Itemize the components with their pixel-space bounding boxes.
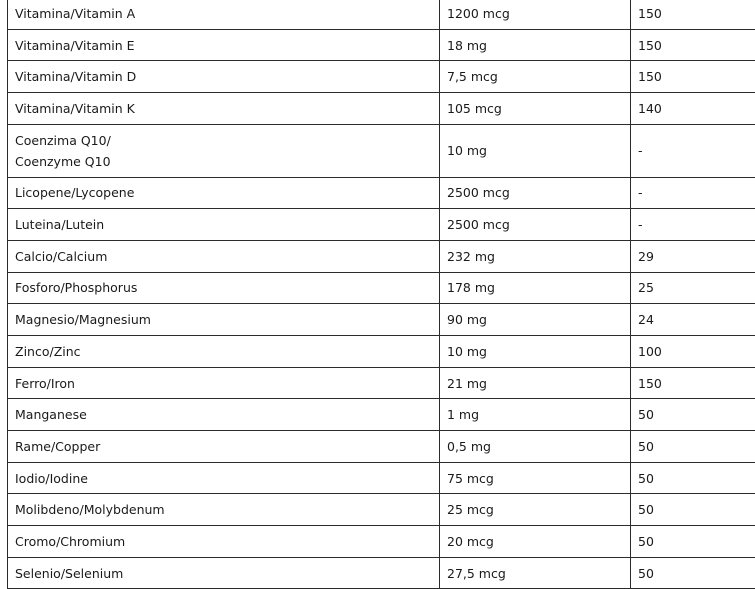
nutrient-name-cell: Cromo/Chromium	[8, 526, 440, 558]
percent-cell: 150	[631, 61, 755, 93]
nutrient-name-cell: Licopene/Lycopene	[8, 177, 440, 209]
table-row	[8, 124, 755, 177]
percent-cell: 140	[631, 93, 755, 125]
amount-cell: 90 mg	[440, 304, 631, 336]
percent-cell: -	[631, 124, 755, 177]
amount-cell: 1200 mcg	[440, 0, 631, 29]
percent-cell: 50	[631, 557, 755, 589]
table-row	[8, 0, 755, 29]
nutrient-name-cell: Vitamina/Vitamin K	[8, 93, 440, 125]
table-row	[8, 209, 755, 241]
table-row	[8, 526, 755, 558]
amount-cell: 232 mg	[440, 240, 631, 272]
nutrient-name-line: Coenzyme Q10	[15, 154, 111, 169]
amount-cell: 7,5 mcg	[440, 61, 631, 93]
amount-cell: 178 mg	[440, 272, 631, 304]
percent-cell: 50	[631, 462, 755, 494]
amount-cell: 10 mg	[440, 335, 631, 367]
table-row	[8, 240, 755, 272]
nutrition-table-container	[7, 0, 755, 589]
percent-cell: 25	[631, 272, 755, 304]
table-row	[8, 272, 755, 304]
nutrient-name-cell: Manganese	[8, 399, 440, 431]
percent-cell: 150	[631, 0, 755, 29]
table-row	[8, 367, 755, 399]
percent-cell: 150	[631, 367, 755, 399]
amount-cell: 27,5 mcg	[440, 557, 631, 589]
nutrient-name-line: Coenzima Q10/	[15, 133, 111, 148]
nutrient-name-cell: Calcio/Calcium	[8, 240, 440, 272]
amount-cell: 10 mg	[440, 124, 631, 177]
table-row	[8, 93, 755, 125]
nutrient-name-cell	[8, 124, 440, 177]
percent-cell: 50	[631, 494, 755, 526]
nutrition-table	[7, 0, 755, 589]
percent-cell: 29	[631, 240, 755, 272]
amount-cell: 2500 mcg	[440, 177, 631, 209]
table-row	[8, 399, 755, 431]
table-row	[8, 61, 755, 93]
percent-cell: -	[631, 209, 755, 241]
percent-cell: 24	[631, 304, 755, 336]
table-row	[8, 431, 755, 463]
nutrient-name-cell: Vitamina/Vitamin D	[8, 61, 440, 93]
table-row	[8, 494, 755, 526]
amount-cell: 20 mcg	[440, 526, 631, 558]
percent-cell: -	[631, 177, 755, 209]
percent-cell: 50	[631, 399, 755, 431]
percent-cell: 50	[631, 526, 755, 558]
amount-cell: 21 mg	[440, 367, 631, 399]
table-row	[8, 557, 755, 589]
nutrient-name-cell: Selenio/Selenium	[8, 557, 440, 589]
nutrient-name-cell: Ferro/Iron	[8, 367, 440, 399]
table-row	[8, 177, 755, 209]
nutrient-name-cell: Molibdeno/Molybdenum	[8, 494, 440, 526]
percent-cell: 50	[631, 431, 755, 463]
nutrient-name-cell: Rame/Copper	[8, 431, 440, 463]
table-row	[8, 304, 755, 336]
percent-cell: 150	[631, 29, 755, 61]
nutrient-name-cell: Vitamina/Vitamin E	[8, 29, 440, 61]
table-row	[8, 29, 755, 61]
amount-cell: 18 mg	[440, 29, 631, 61]
amount-cell: 75 mcg	[440, 462, 631, 494]
nutrient-name-cell: Zinco/Zinc	[8, 335, 440, 367]
amount-cell: 2500 mcg	[440, 209, 631, 241]
amount-cell: 25 mcg	[440, 494, 631, 526]
amount-cell: 1 mg	[440, 399, 631, 431]
nutrient-name-cell: Iodio/Iodine	[8, 462, 440, 494]
nutrient-name-cell: Fosforo/Phosphorus	[8, 272, 440, 304]
percent-cell: 100	[631, 335, 755, 367]
nutrient-name-cell: Magnesio/Magnesium	[8, 304, 440, 336]
amount-cell: 0,5 mg	[440, 431, 631, 463]
amount-cell: 105 mcg	[440, 93, 631, 125]
nutrient-name-cell: Vitamina/Vitamin A	[8, 0, 440, 29]
table-row	[8, 462, 755, 494]
nutrient-name-cell: Luteina/Lutein	[8, 209, 440, 241]
table-row	[8, 335, 755, 367]
